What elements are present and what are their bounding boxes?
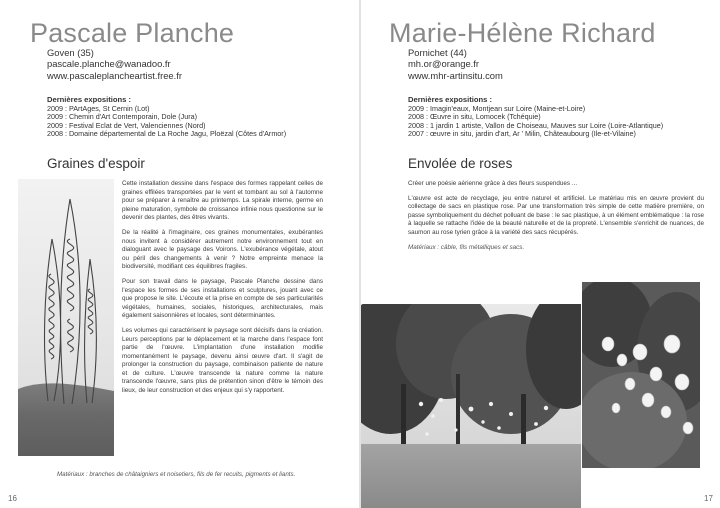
article-body [122,180,323,402]
seed-sculpture-photo [18,179,114,456]
article-body [408,180,704,258]
exhibition-item: 2008 : Œuvre in situ, Lomocek (Tchéquie) [408,112,541,122]
exhibition-item: 2009 : PArtAges, St Cernin (Lot) [47,103,150,113]
contact-block [47,47,182,81]
contact-block [408,47,503,81]
paragraph: Pour son travail dans le paysage, Pascale Planche dessine dans l'espace les formes de ses installations et sculptures, jouant avec ce que propose le site. L'écoute et la prise en compte de ses particularités végétales, humaines, sociales, historiques, architecturales, mais également saisonnières et locales, sont déterminantes. [122,277,323,320]
exhibition-item: 2007 : œuvre in situ, jardin d'art, Ar ' Milin, Châteaubourg (Ile-et-Vilaine) [408,129,636,139]
artist-location: Pornichet (44) [408,47,467,58]
artist-website[interactable]: www.mhr-artinsitu.com [408,69,503,81]
work-title: Graines d'espoir [47,156,145,171]
exhibition-item: 2009 : Chemin d'Art Contemporain, Dole (Jura) [47,112,197,122]
exhibitions-title: Dernières expositions : [47,95,131,104]
exhibition-item: 2008 : 1 jardin 1 artiste, Vallon de Choiseau, Mauves sur Loire (Loire-Atlantique) [408,120,664,130]
roses-closeup-photo [582,282,700,468]
left-page [0,0,359,508]
paragraph: Cette installation dessine dans l'espace des formes rappelant celles de graines effilées transportées par le vent et tombant au sol à l'automne pour se préparer à renaître au printemps. La spirale interne, germe en pleine maturation, symbole de croissance infinie nous questionne sur le devenir des plantes, des êtres vivants. [122,180,323,222]
paragraph: Les volumes qui caractérisent le paysage sont décisifs dans la création. Leurs perceptions par le déplacement et la marche dans l'espace font partie de l'œuvre. L'implantation d'une installation modifie momentanément le paysage, devenu ainsi œuvre d'art. Il s'agit de prolonger la construction du paysage, combinaison patiente de nature et de culture. L'œuvre transcende la nature comme la nature transcende l'œuvre, sans plus de prétention sinon d'être le témoin des lieux, de leur construction et des enjeux qui s'y rapportent. [122,326,323,395]
right-page [361,0,720,508]
paragraph: De la réalité à l'imaginaire, ces graines monumentales, exubérantes nous invitent à considérer autrement notre environnement tout en dialoguant avec le paysage des Voirons. L'exubérance végétale, atout ou péril des changements à venir ? Notre empreinte menace la biodiversité, modifiant ces équilibres fragiles. [122,228,323,271]
exhibitions-title: Dernières expositions : [408,95,492,104]
page-number: 17 [704,494,713,503]
park-roses-photo [361,304,581,508]
artist-name: Pascale Planche [30,18,235,48]
exhibition-item: 2009 : Imagin'eaux, Montjean sur Loire (Maine-et-Loire) [408,103,586,113]
artist-location: Goven (35) [47,47,94,58]
artist-email[interactable]: pascale.planche@wanadoo.fr [47,58,171,70]
materials-note: Matériaux : câble, fils métalliques et sacs. [408,243,525,251]
exhibitions-block [408,96,663,139]
exhibition-item: 2008 : Domaine départemental de La Roche Jagu, Ploëzal (Côtes d'Armor) [47,129,287,139]
paragraph: L'œuvre est acte de recyclage, jeu entre naturel et artificiel. Le matériau mis en œuvre provient du collectage de sacs en plastique rose. Par une transformation très simple de cette matière première, on passe symboliquement du déchet polluant de base : le sac plastique, à un élément emblématique : la rose à laquelle se rattache l'idée de la beauté naturelle et de la propreté. L'ensemble s'enrichit de nuances, de saumon au rose tyrien grâce à la variété des sacs récupérés. [408,194,704,236]
artist-website[interactable]: www.pascaleplancheartist.free.fr [47,69,182,81]
materials-note: Matériaux : branches de châtaigniers et noisetiers, fils de fer recuits, pigments et liants. [57,471,296,478]
page-number: 16 [8,494,17,503]
artist-name: Marie-Hélène Richard [389,18,656,48]
artist-email[interactable]: mh.or@orange.fr [408,58,480,70]
exhibition-item: 2009 : Festival Eclat de Vert, Valenciennes (Nord) [47,120,206,130]
work-title: Envolée de roses [408,156,513,171]
exhibitions-block [47,96,286,139]
intro-paragraph: Créer une poésie aérienne grâce à des fleurs suspendues ... [408,180,578,187]
